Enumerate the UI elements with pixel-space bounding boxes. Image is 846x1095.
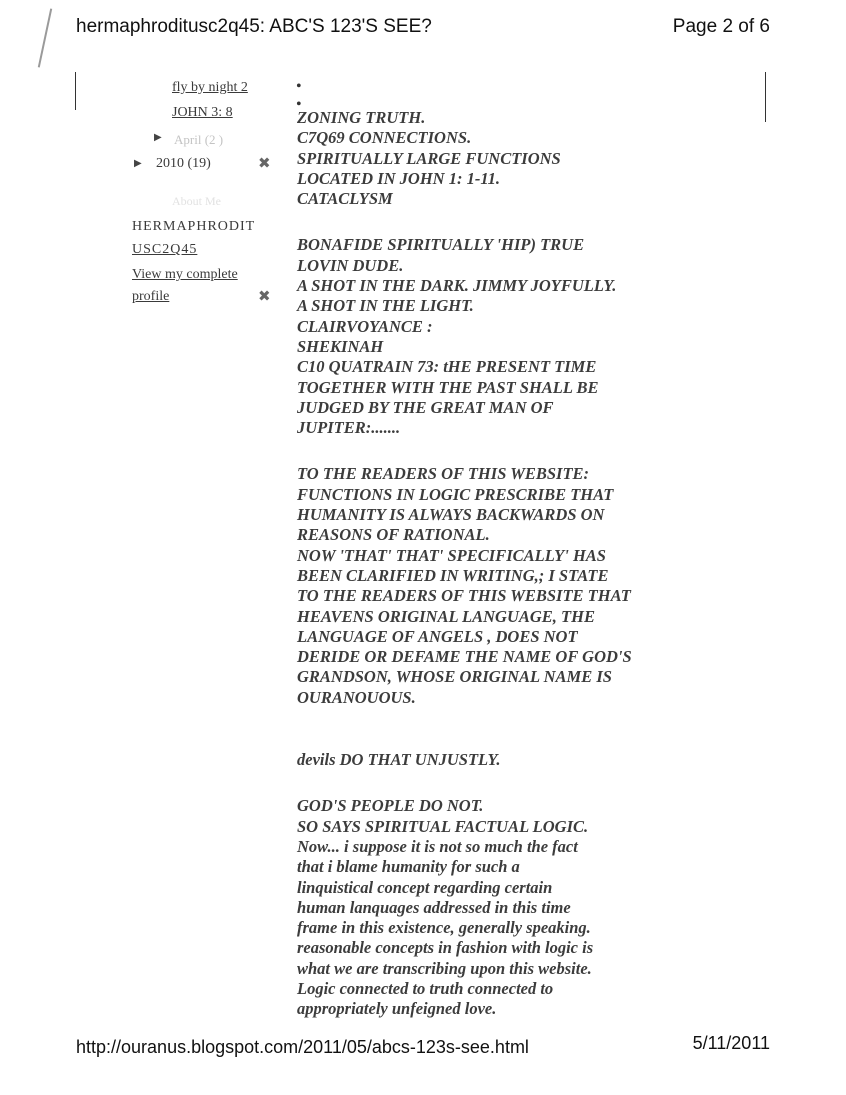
triangle-right-icon[interactable]: ▶ bbox=[134, 158, 142, 169]
view-profile-link[interactable]: View my complete bbox=[132, 267, 238, 282]
page-source-url: http://ouranus.blogspot.com/2011/05/abcs-123s-see.html bbox=[76, 1037, 529, 1057]
archive-link-fly-by-night[interactable]: fly by night 2 bbox=[172, 80, 248, 95]
post-paragraph: devils DO THAT UNJUSTLY. bbox=[297, 750, 501, 770]
bullet-point: • bbox=[296, 78, 302, 95]
quick-edit-tools-icon[interactable]: ✖ bbox=[258, 289, 271, 305]
post-heading-block: ZONING TRUTH. C7Q69 CONNECTIONS. SPIRITUALLY LARGE FUNCTIONS LOCATED IN JOHN 1: 1-11. CATACLYSM bbox=[297, 108, 561, 209]
post-paragraph: BONAFIDE SPIRITUALLY 'HIP) TRUE LOVIN DUDE. A SHOT IN THE DARK. JIMMY JOYFULLY. A SHOT IN THE LIGHT. CLAIRVOYANCE : SHEKINAH C10 QUATRAIN 73: tHE PRESENT TIME TOGETHER WITH THE PAST SHALL BE JUDGED BY THE GREAT MAN OF JUPITER:....... bbox=[297, 235, 617, 438]
triangle-right-icon[interactable]: ▶ bbox=[154, 132, 162, 143]
page-header-title: hermaphroditusc2q45: ABC'S 123'S SEE? bbox=[76, 16, 432, 37]
view-profile-link-line2[interactable]: profile bbox=[132, 289, 170, 304]
left-border-line bbox=[75, 72, 76, 110]
post-paragraph: GOD'S PEOPLE DO NOT. SO SAYS SPIRITUAL FACTUAL LOGIC. Now... i suppose it is not so much the fact that i blame humanity for such a linquistical concept regarding certain human lanquages addressed in this time frame in this existence, generally speaking. reasonable concepts in fashion with logic is what we are transcribing upon this website. Logic connected to truth connected to appropriately unfeigned love. bbox=[297, 796, 594, 1019]
bullet-point: • bbox=[296, 96, 302, 113]
right-border-line bbox=[765, 72, 766, 122]
quick-edit-tools-icon[interactable]: ✖ bbox=[258, 156, 271, 172]
archive-year-2010[interactable]: 2010 (19) bbox=[156, 156, 211, 171]
profile-name-link-line2[interactable]: USC2Q45 bbox=[132, 242, 198, 257]
profile-name-link[interactable]: HERMAPHRODIT bbox=[132, 219, 256, 234]
archive-month-april[interactable]: April (2 ) bbox=[174, 132, 224, 147]
page-number: Page 2 of 6 bbox=[672, 16, 770, 37]
scan-edge-mark bbox=[38, 8, 52, 67]
about-me-heading: About Me bbox=[172, 194, 221, 208]
archive-link-john-3-8[interactable]: JOHN 3: 8 bbox=[172, 105, 233, 120]
blog-post-body bbox=[297, 108, 727, 1020]
print-date: 5/11/2011 bbox=[692, 1033, 770, 1053]
post-paragraph: TO THE READERS OF THIS WEBSITE: FUNCTIONS IN LOGIC PRESCRIBE THAT HUMANITY IS ALWAYS BACKWARDS ON REASONS OF RATIONAL. NOW 'THAT' THAT' SPECIFICALLY' HAS BEEN CLARIFIED IN WRITING,; I STATE TO THE READERS OF THIS WEBSITE THAT HEAVENS ORIGINAL LANGUAGE, THE LANGUAGE OF ANGELS , DOES NOT DERIDE OR DEFAME THE NAME OF GOD'S GRANDSON, WHOSE ORIGINAL NAME IS OURANOUOUS. bbox=[297, 464, 632, 707]
